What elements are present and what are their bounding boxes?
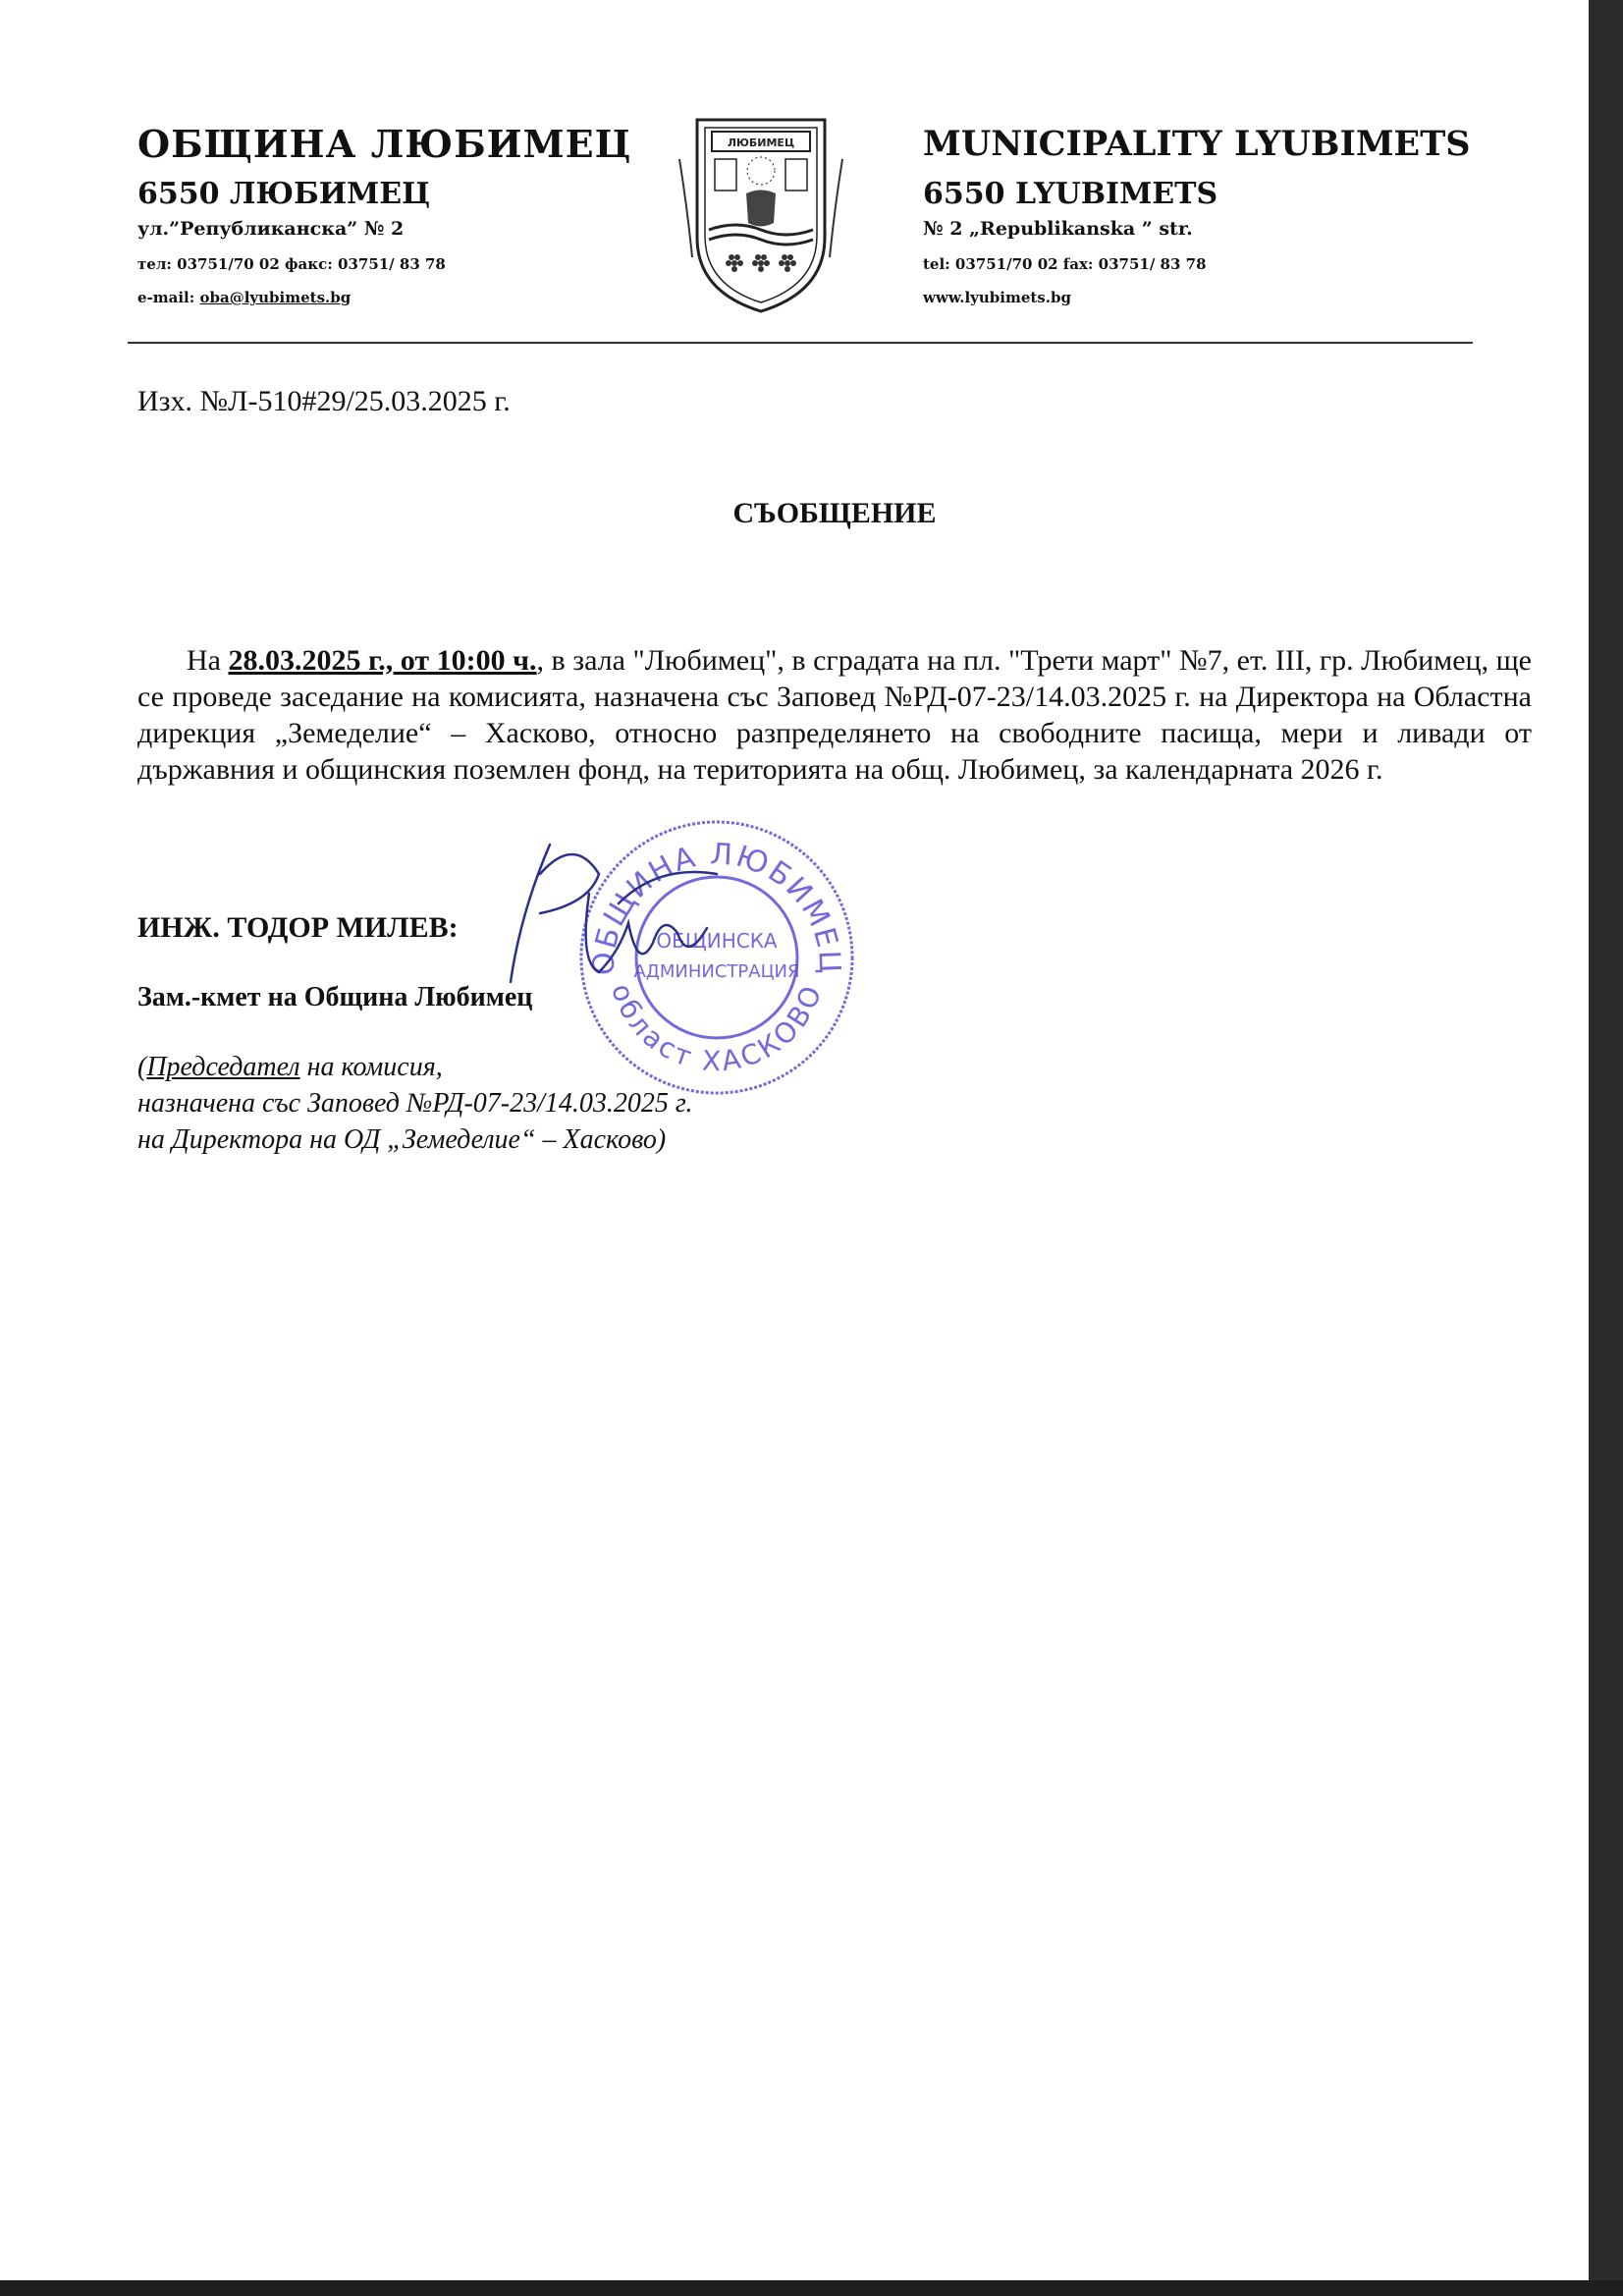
stamp-inner-1: ОБЩИНСКА	[656, 929, 778, 953]
scan-edge-bottom	[0, 2280, 1623, 2296]
email-link[interactable]: oba@lyubimets.bg	[199, 289, 352, 306]
signatory-name: ИНЖ. ТОДОР МИЛЕВ:	[137, 911, 459, 944]
email-label: e-mail:	[137, 289, 200, 306]
body-lead: На	[187, 644, 229, 677]
crest-icon	[668, 110, 854, 316]
header-en-street: № 2 „Republikanska ” str.	[923, 218, 1193, 240]
crest-label: ЛЮБИМЕЦ	[727, 137, 795, 149]
header-bg-email	[137, 289, 351, 306]
header-en-title: MUNICIPALITY LYUBIMETS	[923, 124, 1471, 164]
signatory-role: Зам.-кмет на Община Любимец	[137, 982, 533, 1012]
header-bg-title: ОБЩИНА ЛЮБИМЕЦ	[137, 122, 632, 166]
header-en-phone: tel: 03751/70 02 fax: 03751/ 83 78	[923, 255, 1207, 273]
note-title: Председател	[146, 1052, 300, 1082]
document-title: СЪОБЩЕНИЕ	[732, 497, 937, 529]
note-open: (	[137, 1052, 147, 1082]
header-en-website[interactable]: www.lyubimets.bg	[923, 289, 1071, 306]
stamp-inner-2: АДМИНИСТРАЦИЯ	[633, 961, 800, 982]
reference-number: Изх. №Л-510#29/25.03.2025 г.	[137, 385, 511, 417]
note-line-1-text: на комисия,	[299, 1052, 443, 1082]
header-divider	[128, 342, 1473, 344]
meeting-date: 28.03.2025 г., от 10:00 ч.	[228, 644, 537, 677]
header-bg-phone: тел: 03751/70 02 факс: 03751/ 83 78	[137, 255, 446, 273]
announcement-body	[137, 642, 1532, 788]
stamp-outer-top: ОБЩИНА ЛЮБИМЕЦ	[586, 837, 847, 976]
body-text: , в зала "Любимец", в сградата на пл. "Трети март" №7, ет. III, гр. Любимец, ще се проведе заседание на комисията, назначена със Заповед №РД-07-23/14.03.2025 г. на Директора на Областна дирекция „Земеделие“ – Хасково, относно разпределянето на свободните пасища, мери и ливади от държавния и общинския поземлен фонд, на територията на общ. Любимец, за календарната 2026 г.	[137, 644, 1533, 786]
header-en-city: 6550 LYUBIMETS	[923, 177, 1218, 211]
handwritten-signature	[481, 835, 736, 1011]
note-line-2: назначена със Заповед №РД-07-23/14.03.2025 г.	[137, 1088, 693, 1119]
scan-edge-right	[1589, 0, 1623, 2296]
header-bg-street: ул.”Републиканска” № 2	[137, 218, 405, 240]
header-bg-city: 6550 ЛЮБИМЕЦ	[137, 177, 431, 211]
note-line-3: на Директора на ОД „Земеделие“ – Хасково)	[137, 1124, 667, 1155]
stamp-outer-bottom: област ХАСКОВО	[604, 979, 830, 1078]
